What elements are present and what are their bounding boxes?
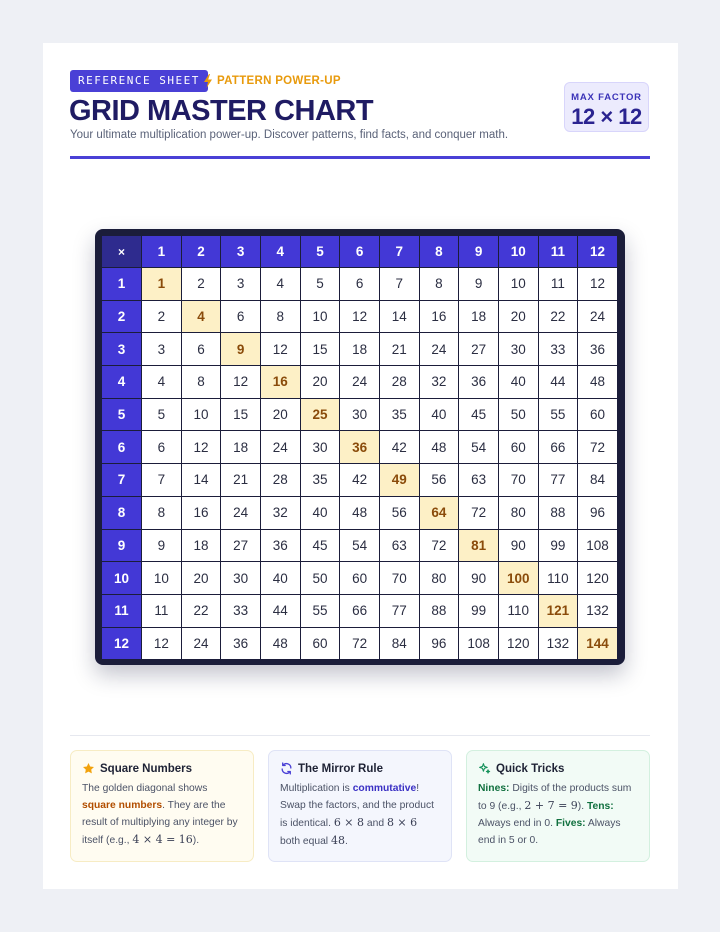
product-cell: 10 xyxy=(182,399,222,432)
product-cell: 5 xyxy=(142,399,182,432)
quick-tricks-text xyxy=(478,780,638,849)
product-cell: 72 xyxy=(578,431,618,464)
nines-text-end: ). xyxy=(577,801,587,812)
product-cell: 10 xyxy=(142,562,182,595)
row-header: 4 xyxy=(102,366,142,399)
square-text-2: . They are the result of multiplying any integer by itself (e.g., xyxy=(82,800,238,846)
column-header: 1 xyxy=(142,236,182,268)
product-cell: 30 xyxy=(221,562,261,595)
product-cell: 63 xyxy=(380,530,420,563)
product-cell: 4 xyxy=(261,268,301,301)
product-cell: 22 xyxy=(539,301,579,334)
mirror-rule-card xyxy=(268,750,452,862)
product-cell: 8 xyxy=(420,268,460,301)
square-number-cell: 121 xyxy=(539,595,579,628)
product-cell: 54 xyxy=(340,530,380,563)
product-cell: 72 xyxy=(459,497,499,530)
row-header: 3 xyxy=(102,333,142,366)
product-cell: 50 xyxy=(301,562,341,595)
product-cell: 35 xyxy=(301,464,341,497)
product-cell: 21 xyxy=(221,464,261,497)
product-cell: 63 xyxy=(459,464,499,497)
reference-sheet xyxy=(43,43,678,889)
swap-arrows-icon xyxy=(280,762,293,775)
product-cell: 32 xyxy=(261,497,301,530)
product-cell: 8 xyxy=(142,497,182,530)
product-cell: 18 xyxy=(182,530,222,563)
product-cell: 35 xyxy=(380,399,420,432)
square-numbers-highlight: square numbers xyxy=(82,800,163,811)
product-cell: 24 xyxy=(578,301,618,334)
product-cell: 36 xyxy=(261,530,301,563)
pattern-power-up-badge xyxy=(203,70,341,92)
product-cell: 24 xyxy=(182,628,222,661)
product-cell: 6 xyxy=(340,268,380,301)
product-cell: 2 xyxy=(182,268,222,301)
row-header: 5 xyxy=(102,399,142,432)
column-header: 4 xyxy=(261,236,301,268)
product-cell: 55 xyxy=(301,595,341,628)
product-cell: 80 xyxy=(499,497,539,530)
product-cell: 36 xyxy=(221,628,261,661)
nines-example-math: 2 + 7 = 9 xyxy=(524,799,578,812)
product-cell: 36 xyxy=(459,366,499,399)
product-cell: 60 xyxy=(499,431,539,464)
product-cell: 108 xyxy=(459,628,499,661)
tens-label: Tens: xyxy=(586,801,614,812)
square-number-cell: 81 xyxy=(459,530,499,563)
product-cell: 132 xyxy=(539,628,579,661)
row-header: 8 xyxy=(102,497,142,530)
product-cell: 27 xyxy=(459,333,499,366)
product-cell: 42 xyxy=(340,464,380,497)
product-cell: 24 xyxy=(420,333,460,366)
product-cell: 48 xyxy=(261,628,301,661)
multiplication-grid xyxy=(102,236,618,660)
product-cell: 48 xyxy=(340,497,380,530)
product-cell: 16 xyxy=(182,497,222,530)
square-text-3: ). xyxy=(192,835,200,846)
mirror-math-1: 6 × 8 xyxy=(333,816,365,829)
product-cell: 24 xyxy=(340,366,380,399)
row-header: 1 xyxy=(102,268,142,301)
product-cell: 40 xyxy=(301,497,341,530)
product-cell: 96 xyxy=(420,628,460,661)
product-cell: 28 xyxy=(261,464,301,497)
product-cell: 18 xyxy=(459,301,499,334)
product-cell: 11 xyxy=(142,595,182,628)
product-cell: 12 xyxy=(578,268,618,301)
mirror-rule-title: The Mirror Rule xyxy=(298,762,383,775)
product-cell: 70 xyxy=(499,464,539,497)
page-subtitle: Your ultimate multiplication power-up. Discover patterns, find facts, and conquer math. xyxy=(70,129,509,141)
product-cell: 22 xyxy=(182,595,222,628)
product-cell: 8 xyxy=(261,301,301,334)
square-number-cell: 1 xyxy=(142,268,182,301)
commutative-highlight: commutative xyxy=(352,783,417,794)
product-cell: 7 xyxy=(142,464,182,497)
product-cell: 40 xyxy=(499,366,539,399)
square-number-cell: 64 xyxy=(420,497,460,530)
mirror-text-2: ! Swap the factors, and the product is identical. xyxy=(280,783,434,829)
product-cell: 18 xyxy=(221,431,261,464)
lightning-bolt-icon xyxy=(203,74,213,88)
nines-label: Nines: xyxy=(478,783,510,794)
max-factor-label: MAX FACTOR xyxy=(571,92,642,103)
product-cell: 27 xyxy=(221,530,261,563)
product-cell: 21 xyxy=(380,333,420,366)
row-header: 6 xyxy=(102,431,142,464)
product-cell: 54 xyxy=(459,431,499,464)
product-cell: 88 xyxy=(539,497,579,530)
max-factor-box xyxy=(564,82,649,132)
product-cell: 7 xyxy=(380,268,420,301)
product-cell: 16 xyxy=(420,301,460,334)
product-cell: 110 xyxy=(539,562,579,595)
product-cell: 66 xyxy=(539,431,579,464)
product-cell: 20 xyxy=(499,301,539,334)
page-title: GRID MASTER CHART xyxy=(69,95,374,127)
square-numbers-text xyxy=(82,780,242,849)
row-header: 11 xyxy=(102,595,142,628)
column-header: 12 xyxy=(578,236,618,268)
mirror-text-5: . xyxy=(344,836,348,847)
product-cell: 88 xyxy=(420,595,460,628)
product-cell: 2 xyxy=(142,301,182,334)
square-example-math: 4 × 4 = 16 xyxy=(132,833,193,846)
product-cell: 33 xyxy=(539,333,579,366)
product-cell: 30 xyxy=(499,333,539,366)
square-numbers-title: Square Numbers xyxy=(100,762,193,775)
product-cell: 84 xyxy=(380,628,420,661)
header-divider xyxy=(70,156,650,159)
product-cell: 48 xyxy=(578,366,618,399)
product-cell: 28 xyxy=(380,366,420,399)
product-cell: 24 xyxy=(261,431,301,464)
product-cell: 12 xyxy=(182,431,222,464)
product-cell: 12 xyxy=(221,366,261,399)
product-cell: 8 xyxy=(182,366,222,399)
product-cell: 45 xyxy=(301,530,341,563)
product-cell: 3 xyxy=(221,268,261,301)
product-cell: 56 xyxy=(420,464,460,497)
fives-text: Always end in 5 or 0. xyxy=(478,818,621,846)
reference-sheet-badge: REFERENCE SHEET xyxy=(70,70,208,92)
max-factor-value: 12 × 12 xyxy=(571,104,642,129)
product-cell: 72 xyxy=(420,530,460,563)
pattern-power-up-label: PATTERN POWER-UP xyxy=(217,75,341,87)
square-number-cell: 25 xyxy=(301,399,341,432)
row-header: 10 xyxy=(102,562,142,595)
mirror-text-4: both equal xyxy=(280,836,331,847)
product-cell: 60 xyxy=(301,628,341,661)
square-numbers-heading xyxy=(82,762,242,775)
product-cell: 9 xyxy=(459,268,499,301)
product-cell: 44 xyxy=(539,366,579,399)
square-number-cell: 4 xyxy=(182,301,222,334)
square-number-cell: 16 xyxy=(261,366,301,399)
product-cell: 15 xyxy=(301,333,341,366)
product-cell: 72 xyxy=(340,628,380,661)
product-cell: 10 xyxy=(301,301,341,334)
mirror-text-1: Multiplication is xyxy=(280,783,353,794)
product-cell: 4 xyxy=(142,366,182,399)
product-cell: 77 xyxy=(380,595,420,628)
product-cell: 12 xyxy=(142,628,182,661)
row-header: 9 xyxy=(102,530,142,563)
product-cell: 18 xyxy=(340,333,380,366)
mirror-text-3: and xyxy=(364,818,387,829)
product-cell: 84 xyxy=(578,464,618,497)
product-cell: 80 xyxy=(420,562,460,595)
column-header: 9 xyxy=(459,236,499,268)
product-cell: 20 xyxy=(301,366,341,399)
product-cell: 14 xyxy=(182,464,222,497)
mirror-math-3: 48 xyxy=(330,834,345,847)
product-cell: 55 xyxy=(539,399,579,432)
product-cell: 30 xyxy=(340,399,380,432)
column-header: 7 xyxy=(380,236,420,268)
product-cell: 32 xyxy=(420,366,460,399)
section-divider xyxy=(70,735,650,736)
times-corner-header: × xyxy=(102,236,142,268)
row-header: 2 xyxy=(102,301,142,334)
square-text-1: The golden diagonal shows xyxy=(82,783,208,794)
square-number-cell: 49 xyxy=(380,464,420,497)
column-header: 3 xyxy=(221,236,261,268)
product-cell: 48 xyxy=(420,431,460,464)
star-icon xyxy=(82,762,95,775)
sparkle-icon xyxy=(478,762,491,775)
product-cell: 70 xyxy=(380,562,420,595)
product-cell: 20 xyxy=(182,562,222,595)
product-cell: 77 xyxy=(539,464,579,497)
nines-text: Digits of the products sum to 9 (e.g., xyxy=(478,783,632,812)
quick-tricks-heading xyxy=(478,762,638,775)
product-cell: 42 xyxy=(380,431,420,464)
column-header: 2 xyxy=(182,236,222,268)
product-cell: 108 xyxy=(578,530,618,563)
product-cell: 90 xyxy=(459,562,499,595)
column-header: 8 xyxy=(420,236,460,268)
square-number-cell: 100 xyxy=(499,562,539,595)
product-cell: 30 xyxy=(301,431,341,464)
product-cell: 5 xyxy=(301,268,341,301)
square-number-cell: 144 xyxy=(578,628,618,661)
square-number-cell: 36 xyxy=(340,431,380,464)
product-cell: 99 xyxy=(539,530,579,563)
product-cell: 96 xyxy=(578,497,618,530)
product-cell: 90 xyxy=(499,530,539,563)
product-cell: 45 xyxy=(459,399,499,432)
product-cell: 6 xyxy=(182,333,222,366)
product-cell: 10 xyxy=(499,268,539,301)
mirror-math-2: 8 × 6 xyxy=(386,816,418,829)
mirror-rule-text xyxy=(280,780,440,850)
product-cell: 6 xyxy=(221,301,261,334)
column-header: 5 xyxy=(301,236,341,268)
product-cell: 60 xyxy=(340,562,380,595)
tens-text: Always end in 0. xyxy=(478,818,556,829)
square-numbers-card xyxy=(70,750,254,862)
product-cell: 60 xyxy=(578,399,618,432)
product-cell: 33 xyxy=(221,595,261,628)
row-header: 7 xyxy=(102,464,142,497)
mirror-rule-heading xyxy=(280,762,440,775)
product-cell: 9 xyxy=(142,530,182,563)
product-cell: 40 xyxy=(261,562,301,595)
product-cell: 120 xyxy=(499,628,539,661)
product-cell: 66 xyxy=(340,595,380,628)
product-cell: 40 xyxy=(420,399,460,432)
column-header: 6 xyxy=(340,236,380,268)
product-cell: 6 xyxy=(142,431,182,464)
square-number-cell: 9 xyxy=(221,333,261,366)
column-header: 11 xyxy=(539,236,579,268)
product-cell: 12 xyxy=(261,333,301,366)
product-cell: 12 xyxy=(340,301,380,334)
quick-tricks-title: Quick Tricks xyxy=(496,762,565,775)
fives-label: Fives: xyxy=(555,818,586,829)
quick-tricks-card xyxy=(466,750,650,862)
product-cell: 56 xyxy=(380,497,420,530)
multiplication-table xyxy=(95,229,625,665)
product-cell: 3 xyxy=(142,333,182,366)
product-cell: 120 xyxy=(578,562,618,595)
product-cell: 24 xyxy=(221,497,261,530)
product-cell: 15 xyxy=(221,399,261,432)
product-cell: 110 xyxy=(499,595,539,628)
column-header: 10 xyxy=(499,236,539,268)
product-cell: 14 xyxy=(380,301,420,334)
product-cell: 50 xyxy=(499,399,539,432)
product-cell: 20 xyxy=(261,399,301,432)
product-cell: 44 xyxy=(261,595,301,628)
product-cell: 11 xyxy=(539,268,579,301)
row-header: 12 xyxy=(102,628,142,661)
product-cell: 36 xyxy=(578,333,618,366)
product-cell: 99 xyxy=(459,595,499,628)
product-cell: 132 xyxy=(578,595,618,628)
